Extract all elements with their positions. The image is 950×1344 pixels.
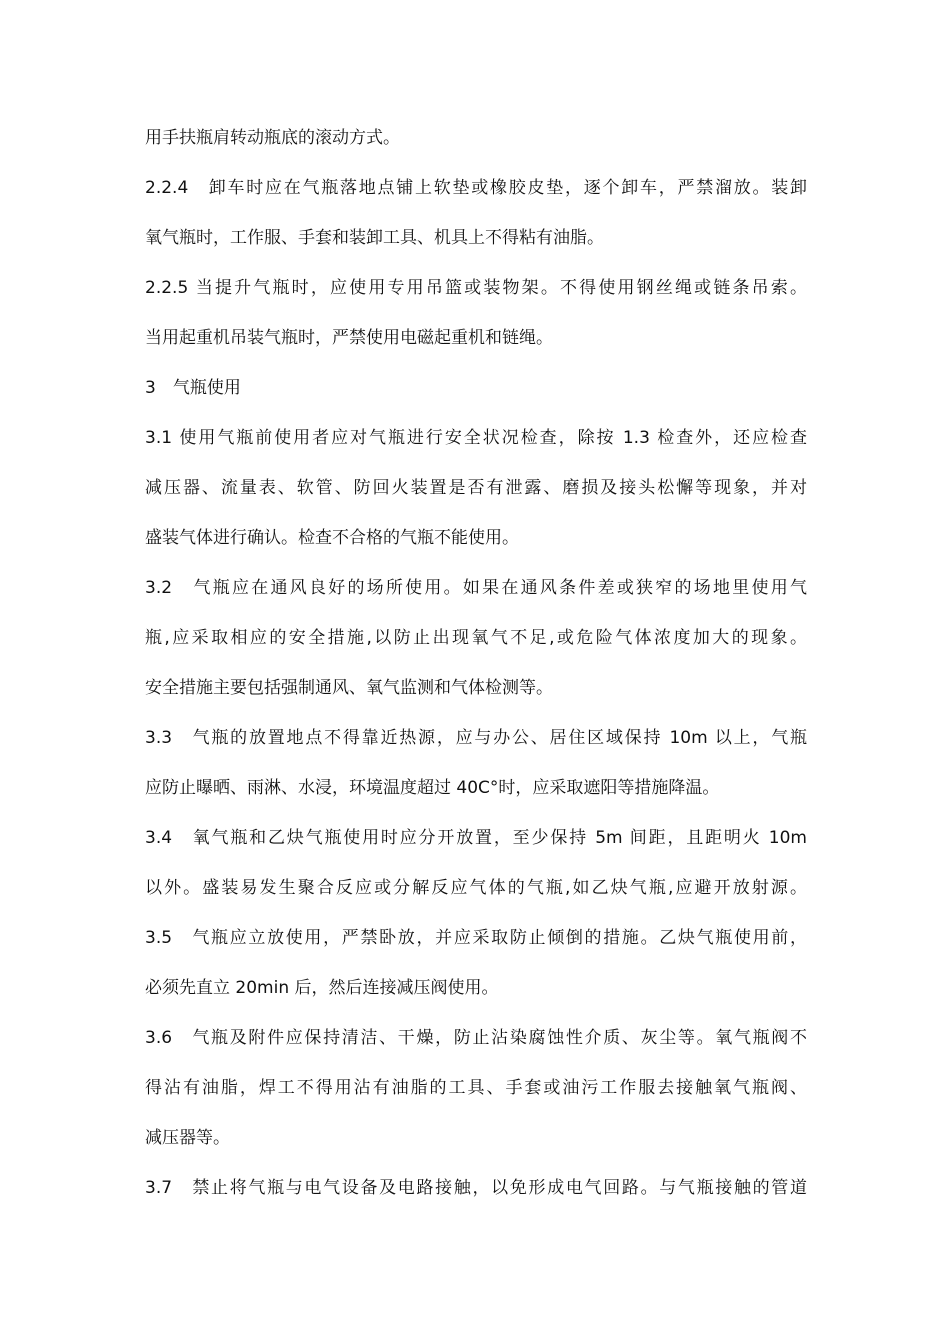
text-line: 安全措施主要包括强制通风、氧气监测和气体检测等。 bbox=[145, 678, 553, 698]
text-line: 得沾有油脂，焊工不得用沾有油脂的工具、手套或油污工作服去接触氧气瓶阀、 bbox=[145, 1078, 807, 1098]
text-line: 减压器、流量表、软管、防回火装置是否有泄露、磨损及接头松懈等现象，并对 bbox=[145, 478, 807, 498]
document-body bbox=[145, 120, 807, 1220]
text-line: 必须先直立 20min 后，然后连接减压阀使用。 bbox=[145, 978, 499, 998]
text-line: 盛装气体进行确认。检查不合格的气瓶不能使用。 bbox=[145, 528, 519, 548]
text-line: 当用起重机吊装气瓶时，严禁使用电磁起重机和链绳。 bbox=[145, 328, 553, 348]
text-line: 氧气瓶时，工作服、手套和装卸工具、机具上不得粘有油脂。 bbox=[145, 228, 604, 248]
text-line: 3.6 气瓶及附件应保持清洁、干燥，防止沾染腐蚀性介质、灰尘等。氧气瓶阀不 bbox=[145, 1028, 807, 1048]
text-line: 3.4 氧气瓶和乙炔气瓶使用时应分开放置，至少保持 5m 间距，且距明火 10m bbox=[145, 828, 807, 848]
text-line: 应防止曝晒、雨淋、水浸，环境温度超过 40C°时，应采取遮阳等措施降温。 bbox=[145, 778, 720, 798]
text-line: 3.5 气瓶应立放使用，严禁卧放，并应采取防止倾倒的措施。乙炔气瓶使用前， bbox=[145, 928, 807, 948]
text-line: 3.2 气瓶应在通风良好的场所使用。如果在通风条件差或狭窄的场地里使用气 bbox=[145, 578, 807, 598]
text-line: 3.1 使用气瓶前使用者应对气瓶进行安全状况检查，除按 1.3 检查外，还应检查 bbox=[145, 428, 807, 448]
text-line: 3.3 气瓶的放置地点不得靠近热源，应与办公、居住区域保持 10m 以上，气瓶 bbox=[145, 728, 807, 748]
text-line: 用手扶瓶肩转动瓶底的滚动方式。 bbox=[145, 128, 400, 148]
text-line: 减压器等。 bbox=[145, 1128, 230, 1148]
section-heading: 3 气瓶使用 bbox=[145, 378, 241, 398]
text-line: 2.2.4 卸车时应在气瓶落地点铺上软垫或橡胶皮垫，逐个卸车，严禁溜放。装卸 bbox=[145, 178, 807, 198]
text-line: 3.7 禁止将气瓶与电气设备及电路接触，以免形成电气回路。与气瓶接触的管道 bbox=[145, 1178, 807, 1198]
text-line: 2.2.5 当提升气瓶时，应使用专用吊篮或装物架。不得使用钢丝绳或链条吊索。 bbox=[145, 278, 807, 298]
text-line: 瓶,应采取相应的安全措施,以防止出现氧气不足,或危险气体浓度加大的现象。 bbox=[145, 628, 807, 648]
text-line: 以外。盛装易发生聚合反应或分解反应气体的气瓶,如乙炔气瓶,应避开放射源。 bbox=[145, 878, 807, 898]
